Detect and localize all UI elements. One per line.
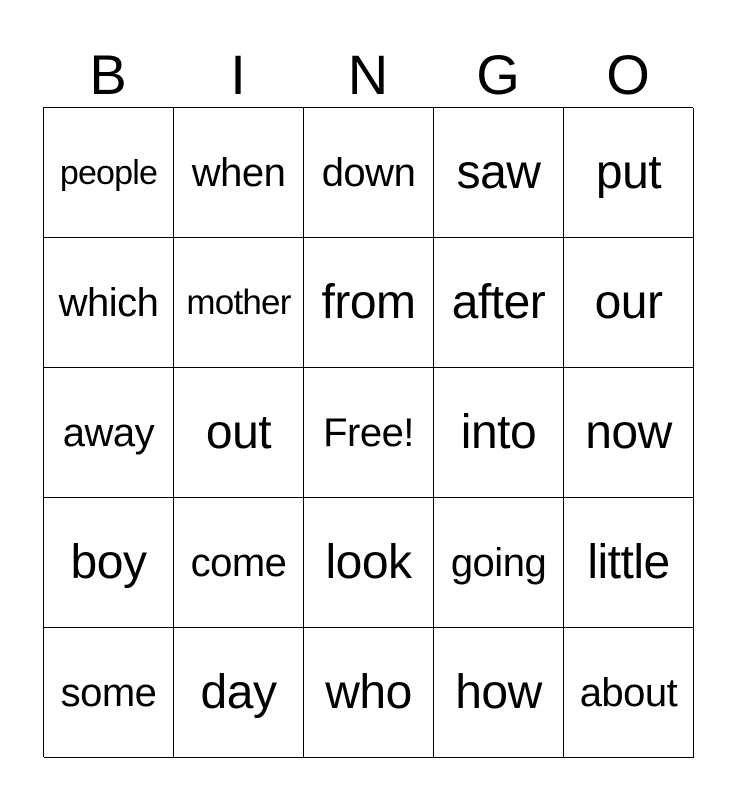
bingo-cell[interactable]: our [564, 238, 694, 368]
header-letter-n: N [347, 43, 389, 106]
header-letter-o: O [606, 43, 650, 106]
bingo-cell[interactable]: come [174, 498, 304, 628]
bingo-cell[interactable]: from [304, 238, 434, 368]
header-letter-b: B [89, 43, 127, 106]
bingo-cell[interactable]: look [304, 498, 434, 628]
bingo-cell[interactable]: down [304, 108, 434, 238]
bingo-cell[interactable]: saw [434, 108, 564, 238]
bingo-header [43, 44, 693, 106]
bingo-cell[interactable]: after [434, 238, 564, 368]
bingo-cell[interactable]: out [174, 368, 304, 498]
free-space-cell[interactable]: Free! [304, 368, 434, 498]
bingo-cell[interactable]: day [174, 628, 304, 758]
bingo-cell[interactable]: now [564, 368, 694, 498]
bingo-cell[interactable]: put [564, 108, 694, 238]
header-letter-g: G [476, 43, 520, 106]
bingo-cell[interactable]: into [434, 368, 564, 498]
bingo-cell[interactable]: how [434, 628, 564, 758]
bingo-cell[interactable]: which [44, 238, 174, 368]
bingo-cell[interactable]: some [44, 628, 174, 758]
bingo-cell[interactable]: going [434, 498, 564, 628]
bingo-cell[interactable]: about [564, 628, 694, 758]
bingo-cell[interactable]: when [174, 108, 304, 238]
header-letter-i: I [230, 43, 246, 106]
bingo-cell[interactable]: little [564, 498, 694, 628]
bingo-cell[interactable]: mother [174, 238, 304, 368]
bingo-cell[interactable]: who [304, 628, 434, 758]
bingo-cell[interactable]: people [44, 108, 174, 238]
bingo-cell[interactable]: away [44, 368, 174, 498]
bingo-cell[interactable]: boy [44, 498, 174, 628]
bingo-board [43, 107, 693, 757]
